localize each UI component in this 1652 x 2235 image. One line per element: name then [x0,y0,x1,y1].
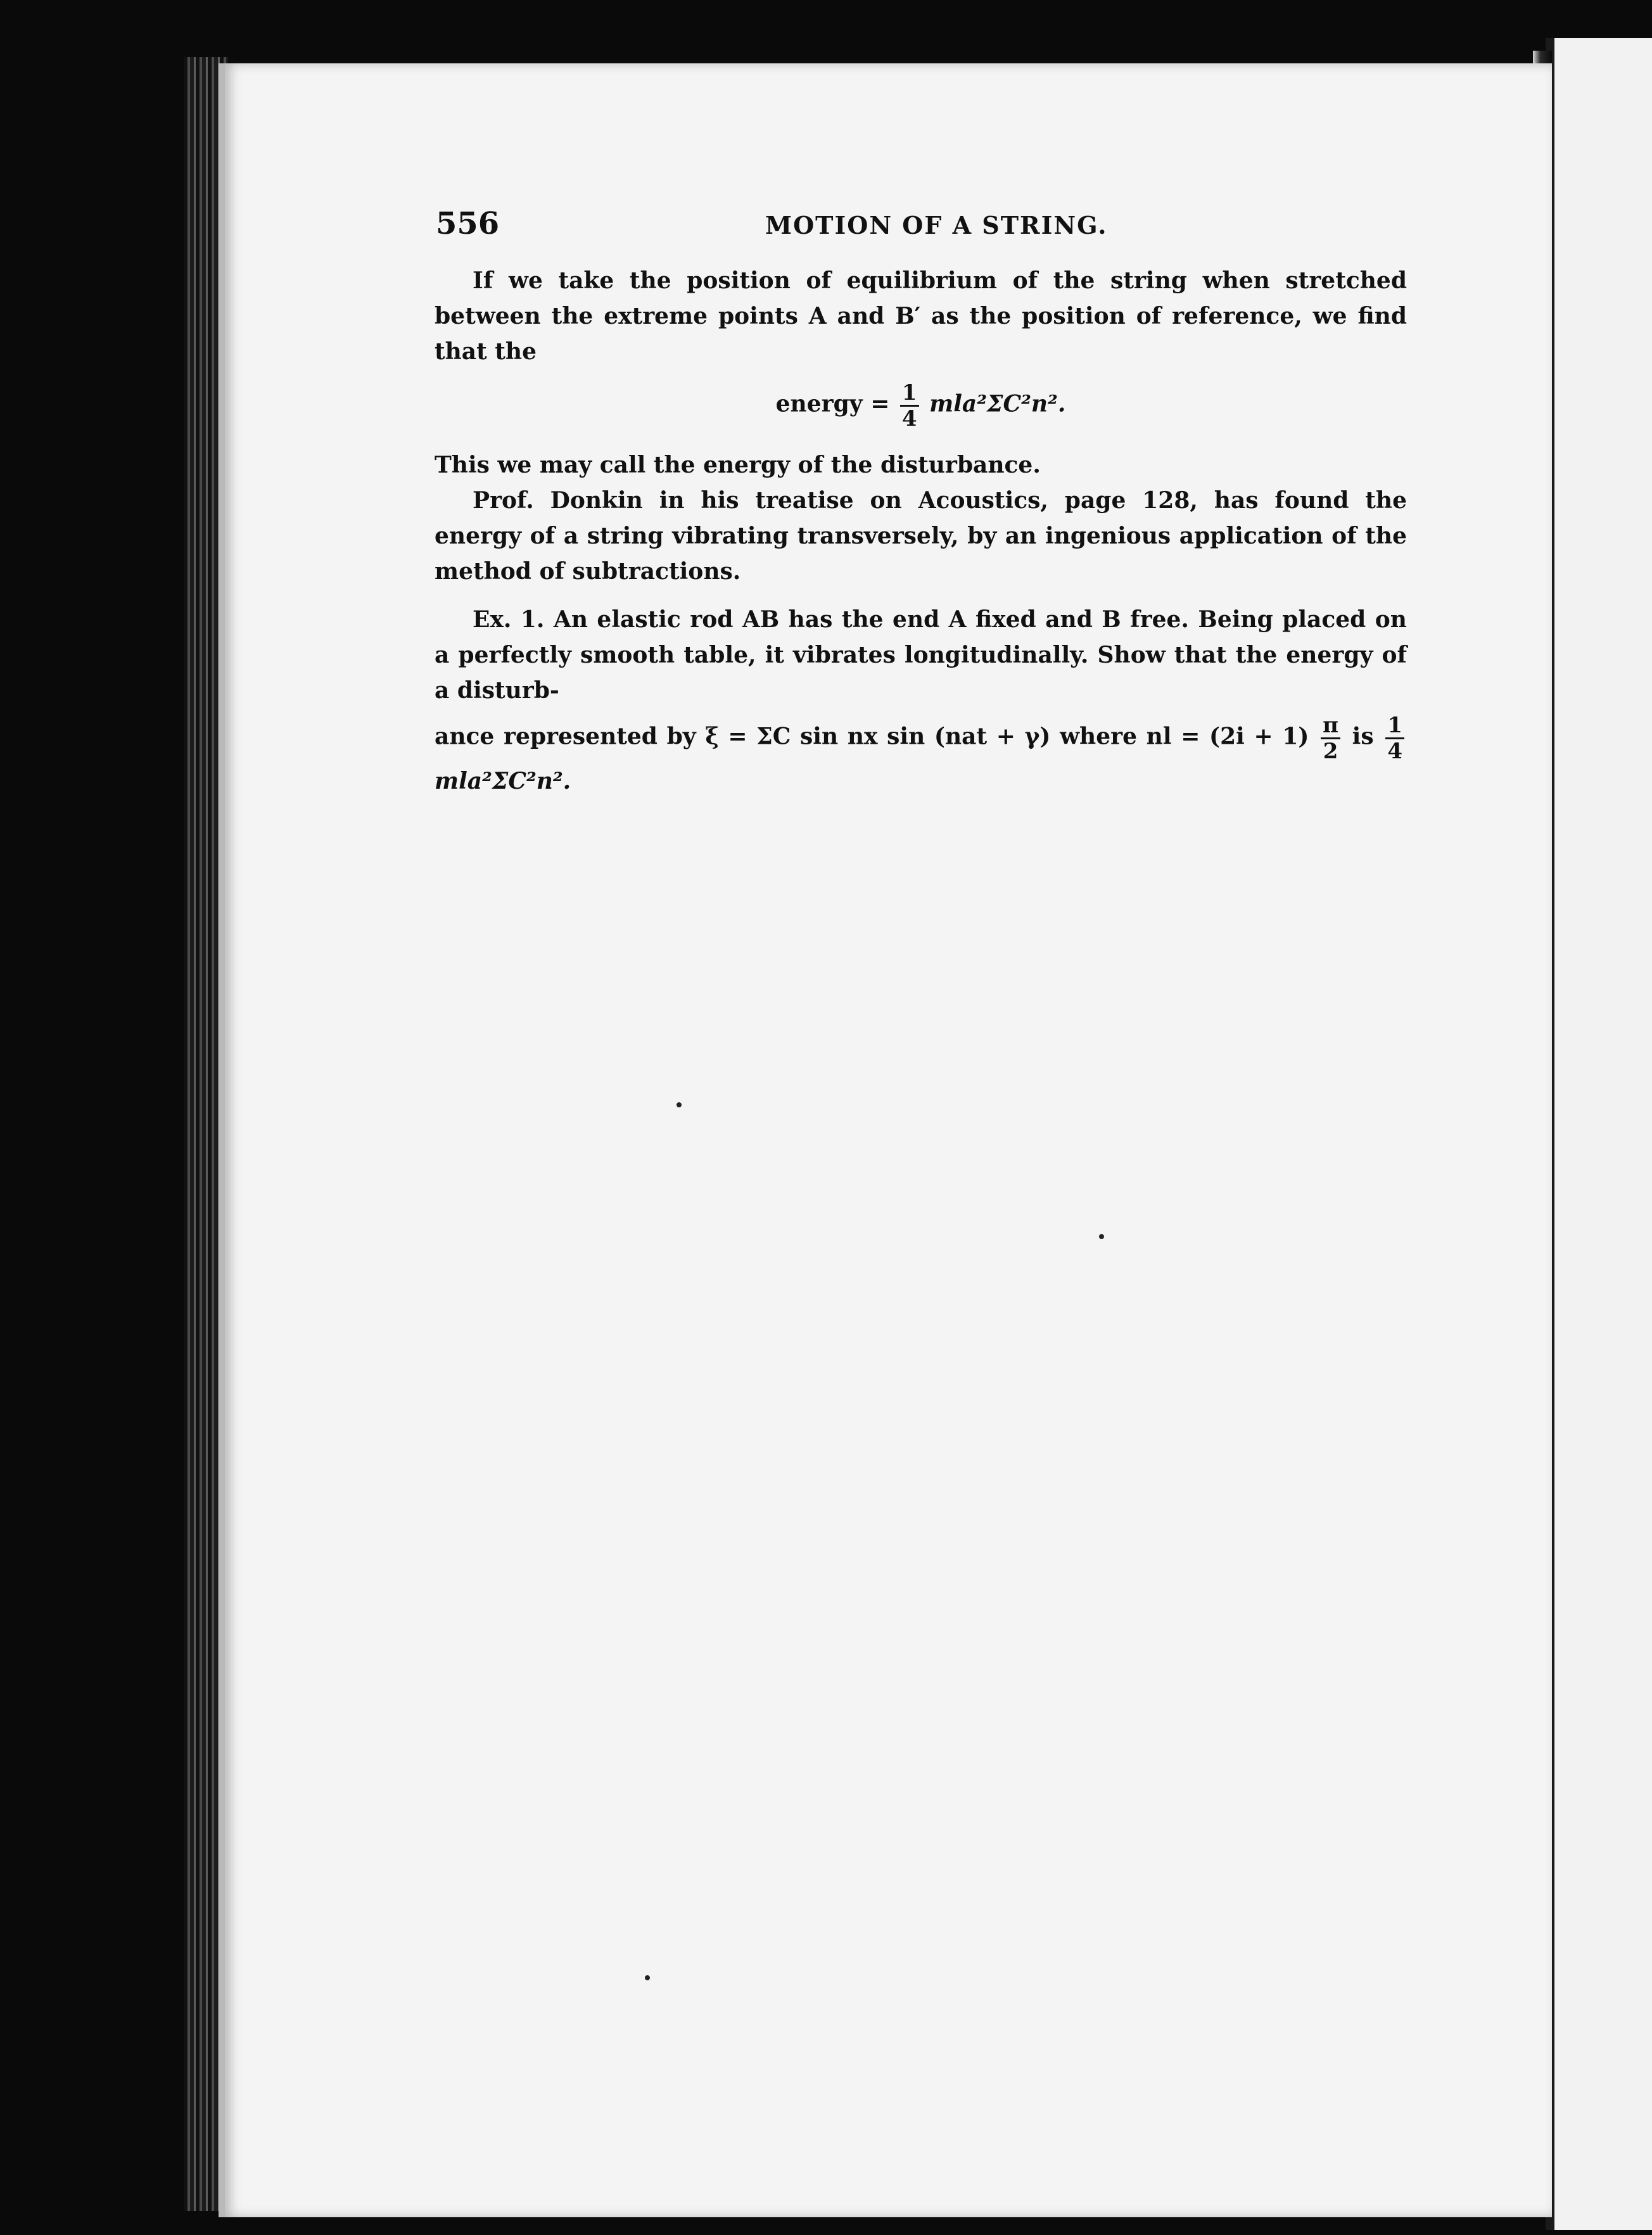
scan-speck [645,1975,650,1980]
fraction-numerator: 1 [900,381,919,407]
page-header [436,206,1411,244]
one-quarter-fraction [1385,713,1404,763]
example-formula-a: ance represented by ξ = ΣC sin nx sin (nat + γ) where nl = (2i + 1) [435,723,1309,750]
example-formula-b: is [1352,723,1374,750]
equation-lhs: energy = [775,390,890,417]
equation-fraction [900,381,919,431]
example-body: An elastic rod AB has the end A fixed and B free. Being placed on a perfectly smooth table, it vibrates longitudinally. Show that the energy of a disturb- [435,606,1407,704]
paragraph-2: This we may call the energy of the disturbance. [435,452,1041,478]
pi-over-two-fraction [1321,713,1340,763]
equation-rhs: mla²ΣC²n². [929,390,1066,417]
scan-speck [1099,1234,1104,1239]
scan-speck [677,1102,682,1107]
energy-equation [435,381,1407,431]
fraction-denominator: 4 [901,406,917,431]
fraction-denominator: 2 [1323,739,1338,764]
fraction-numerator: π [1321,713,1340,739]
example-heading: Ex. 1. [473,606,545,633]
paragraph-1: If we take the position of equilibrium of the string when stretched between the extreme points A and B′ as the position of reference, we find that the [435,267,1407,365]
example-1 [435,602,1407,708]
paragraph-3: Prof. Donkin in his treatise on Acoustics, page 128, has found the energy of a string vibrating transversely, by an ingenious application of the method of subtractions. [435,487,1407,585]
facing-page [1546,38,1652,2230]
body-text [435,263,1407,799]
fraction-denominator: 4 [1387,739,1402,764]
example-formula-c: mla²ΣC²n². [435,768,571,794]
fraction-numerator: 1 [1385,713,1404,739]
page-number: 556 [436,206,500,241]
example-formula-line [435,713,1407,799]
running-title: MOTION OF A STRING. [765,211,1108,239]
